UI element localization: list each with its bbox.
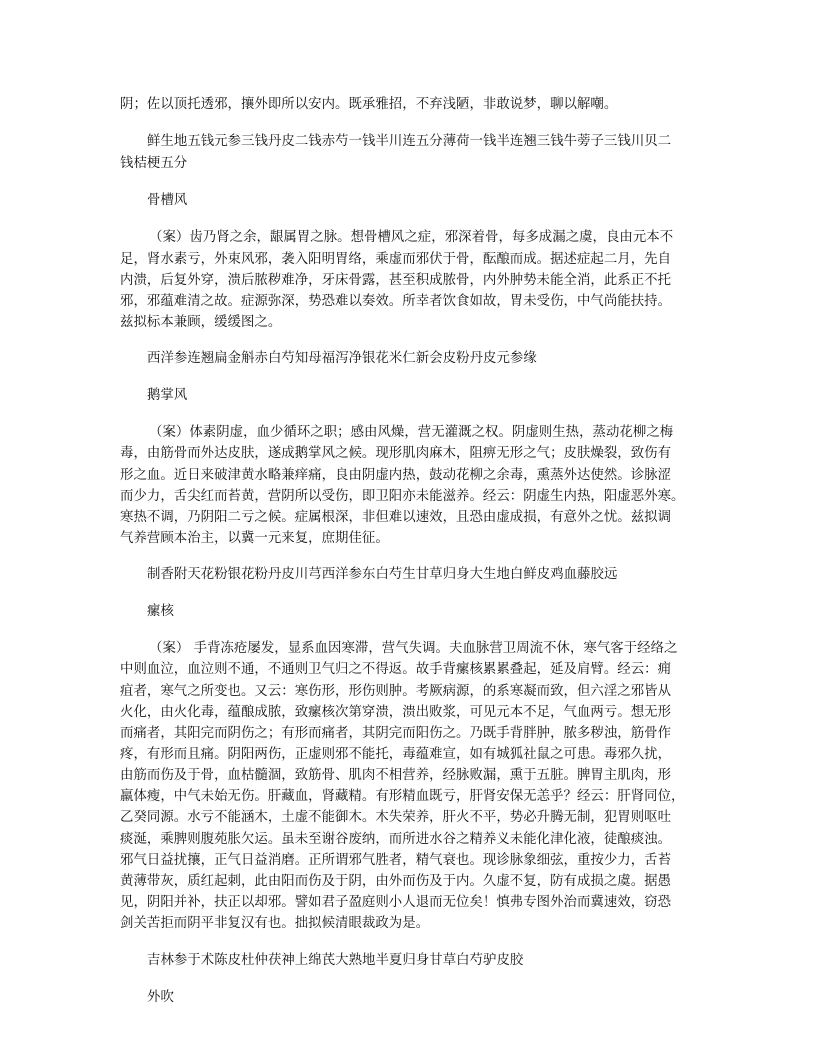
case-line: （案）齿乃肾之余，龈属胃之脉。想骨槽风之症，邪深着骨，每多成漏之虞，良由元本不 <box>149 230 674 245</box>
case-line: 黄薄带灰，质红起刺，此由阳而伤及于阴，由外而伤及于内。久虚不复，防有成损之虞。据愚 <box>120 874 672 889</box>
section-heading: 瘰核 <box>147 604 174 619</box>
section-heading: 外吹 <box>147 990 174 1005</box>
case-line: 乙癸同源。水亏不能涵木，土虚不能御木。木失荣养，肝火不平，势必升腾无制，犯胃则呕吐 <box>120 810 672 825</box>
case-line: 火化，由火化毒，蕴酿成脓，致瘰核次第穿溃，溃出败浆，可见元本不足，气血两亏。想无形 <box>120 705 672 720</box>
case-line: 而少力，舌尖红而苔黄，营阴所以受伤，即卫阳亦未能滋养。经云：阴虚生内热，阳虚恶外寒。 <box>120 489 685 504</box>
case-line: （案）体素阴虚，血少循环之职；感由风燥，营无灌溉之权。阴虚则生热，蒸动花柳之梅 <box>149 425 674 440</box>
prescription-line: 鲜生地五钱元参三钱丹皮二钱赤芍一钱半川连五分薄荷一钱半连翘三钱牛蒡子三钱川贝二 <box>147 134 672 149</box>
case-line: 见，阴阳并补，扶正以却邪。譬如君子盈庭则小人退而无位矣！慎弗专图外治而冀速效，窃恐 <box>120 895 672 910</box>
case-line: 形之血。近日来破津黄水略兼痒痛，良由阴虚内热，鼓动花柳之余毒，熏蒸外达使然。诊脉涩 <box>120 468 672 483</box>
case-line: 而痛者，其阳完而阴伤之；有形而痛者，其阴完而阳伤之。乃既手背胖肿，脓多秽浊，筋骨作 <box>120 726 672 741</box>
case-line: 羸体瘦，中气未始无伤。肝藏血，肾藏精。有形精血既亏，肝肾安保无恙乎？经云：肝肾同位， <box>120 789 685 804</box>
case-line: 足，肾水素亏，外束风邪，袭入阳明胃络，乘虚而邪伏于骨，酝酿而成。据述症起二月，先自 <box>120 252 672 267</box>
prescription-line: 钱桔梗五分 <box>120 156 188 171</box>
case-line: （案） 手背冻疮屡发，显系血因寒滞，营气失调。夫血脉营卫周流不休，寒气客于经络之 <box>149 641 678 656</box>
prescription-line: 吉林参于术陈皮杜仲茯神上绵芪大熟地半夏归身甘草白芍驴皮胶 <box>147 953 524 968</box>
case-line: 寒热不调，乃阴阳二亏之候。症属根深，非但难以速效，且恐由虚成损，有意外之忧。兹拟调 <box>120 510 672 525</box>
prescription-line: 西洋参连翘扁金斛赤白芍知母福泻净银花米仁新会皮粉丹皮元参缘 <box>147 351 537 366</box>
section-heading: 鹅掌风 <box>147 388 188 403</box>
case-line: 兹拟标本兼顾，缓缓图之。 <box>120 315 282 330</box>
section-heading: 骨槽风 <box>147 193 188 208</box>
case-line: 疼，有形而且痛。阴阳两伤，正虚则邪不能托，毒蕴难宣，如有城狐社鼠之可患。毒邪久扰， <box>120 747 672 762</box>
paragraph-line: 阴；佐以顶托透邪，攘外即所以安内。既承雅招，不弃浅陋，非敢说梦，聊以解嘲。 <box>120 97 618 112</box>
case-line: 剑关苦拒而阴平非复汉有也。拙拟候清眼裁政为是。 <box>120 916 430 931</box>
case-line: 痰涎，乘脾则腹苑胀欠运。虽未至谢谷废纳，而所进水谷之精养义未能化津化液，徒酿痰浊。 <box>120 832 672 847</box>
case-line: 邪气日益扰攘，正气日益消磨。正所谓邪气胜者，精气衰也。现诊脉象细弦，重按少力，舌苔 <box>120 853 672 868</box>
case-line: 毒，由筋骨而外达皮肤，遂成鹅掌风之候。现形肌肉麻木，阻痹无形之气；皮肤燥裂，致伤有 <box>120 446 672 461</box>
prescription-line: 制香附天花粉银花粉丹皮川芎西洋参东白芍生甘草归身大生地白鲜皮鸡血藤胶远 <box>147 567 618 582</box>
case-line: 中则血泣，血泣则不通，不通则卫气归之不得返。故手背瘰核累累叠起，延及肩臂。经云：痈 <box>120 662 672 677</box>
case-line: 疽者，寒气之所变也。又云：寒伤形，形伤则肿。考厥病源，的系寒凝而致，但六淫之邪皆从 <box>120 684 672 699</box>
case-line: 气养营顾本治主，以冀一元来复，庶期佳征。 <box>120 531 389 546</box>
case-line: 内溃，后复外穿，溃后脓秽难净，牙床骨露，甚至积成脓骨，内外肿势未能全消，此系正不托 <box>120 273 672 288</box>
case-line: 由筋而伤及于骨，血枯髓涸，致筋骨、肌肉不相营养，经脉败漏，熏于五脏。脾胃主肌肉，形 <box>120 768 672 783</box>
case-line: 邪，邪蕴难清之故。症源弥深，势恐难以奏效。所幸者饮食如故，胃未受伤，中气尚能扶持。 <box>120 294 672 309</box>
